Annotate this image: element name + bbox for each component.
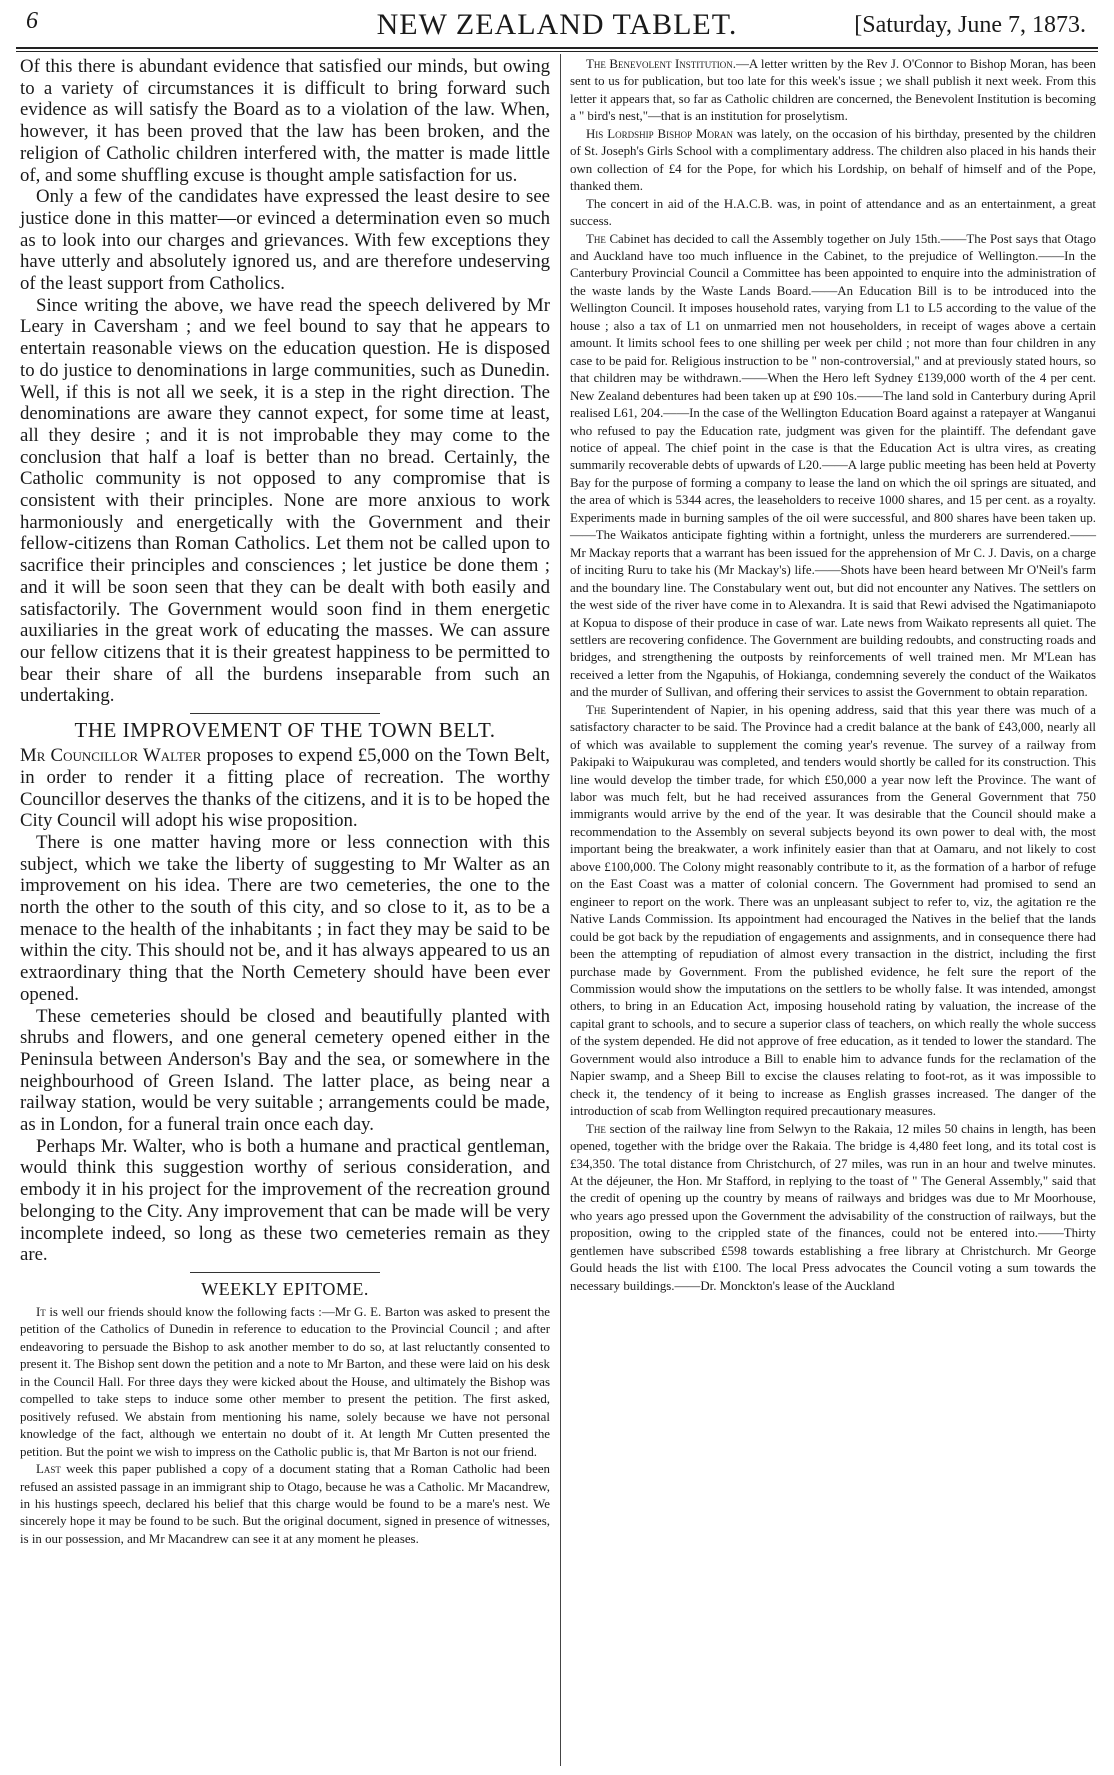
weekly-epitome-article (20, 1304, 550, 1548)
news-items (570, 56, 1096, 1295)
column-divider (560, 54, 561, 1766)
issue-date: [Saturday, June 7, 1873. (854, 12, 1086, 38)
town-belt-lead: Mr Councillor Walter (20, 745, 202, 767)
epitome-paragraph-2 (20, 1461, 550, 1548)
header-rule-thin (16, 51, 1098, 52)
editorial-paragraph-1: Of this there is abundant evidence that satisfied our minds, but owing to a variety of circumstances it is difficult to bring forward such evidence as will satisfy the Board as to a violation of the law. When, however, it has been proved that the law has been broken, and the religion of Catholic children interfered with, the matter is made little of, and some shuffling excuse is thought ample satisfaction for us. (20, 56, 550, 186)
news-paragraph-4 (570, 231, 1096, 702)
town-belt-paragraph-2: There is one matter having more or less connection with this subject, which we take the liberty of suggesting to Mr Walter as an improvement on his idea. There are two cemeteries, the one to the north the other to the south of this city, and so close to it, as to be a menace to the health of the inhabitants ; in fact they may be said to be within the city. This should not be, and it has always appeared to us an extraordinary thing that the North Cemetery should have been ever opened. (20, 831, 550, 1005)
news-paragraph-6-text: section of the railway line from Selwyn to the Rakaia, 12 miles 50 chains in length, has been opened, together with the bridge over the Rakaia. The bridge is 4,480 feet long, and its total cost is £34,350. The total distance from Christchurch, of 27 miles, was run in an hour and twelve minutes. At the déjeuner, the Hon. Mr Stafford, in replying to the toast of " The General Assembly," said that the credit of opening up the country by means of railways and bridges was due to Mr Moorhouse, who years ago pressed upon the Government the advisability of the construction of railways, but the proposition, owing to the crippled state of the finances, could not be entered into.——Thirty gentlemen have subscribed £598 towards establishing a free library at Christchurch. Mr George Gould heads the list with £100. The local Press advocates the Council voting a sum towards the necessary buildings.——Dr. Monckton's lease of the Auckland (570, 1121, 1096, 1293)
epitome-paragraph-1-text: is well our friends should know the following facts :—Mr G. E. Barton was asked to present the petition of the Catholics of Dunedin in reference to education to the Provincial Council ; and after endeavoring to persuade the Bishop to ask another member to do so, at last reluctantly consented to present it. The Bishop sent down the petition and a note to Mr Barton, and these were laid on his desk in the Council Hall. For three days they were kicked about the House, and ultimately the Bishop was compelled to take steps to induce some other member to present the petition. The first asked, positively refused. We abstain from mentioning his name, solely because we have not personal knowledge of the fact, although we entertain no doubt of it. At length Mr Cutten presented the petition. But the point we wish to impress on the Catholic public is, that Mr Barton is not our friend. (20, 1304, 550, 1459)
editorial-paragraph-2: Only a few of the candidates have expressed the least desire to see justice done in this matter—or evinced a determination even so much as to look into our charges and grievances. With few exceptions they have utterly and absolutely ignored us, and are therefore undeserving of the least support from Catholics. (20, 186, 550, 295)
news-paragraph-5-text: Superintendent of Napier, in his opening address, said that this year there was much of a satisfactory character to be said. The Province had a credit balance at the bank of £43,000, nearly all of which was available to supplement the coming year's revenue. The survey of a railway from Pakipaki to Waipukurau was completed, and tenders would shortly be called for its construction. This line would develop the timber trade, for which £50,000 a year now left the Province. The want of labor was much felt, but he had received assurances from the General Government that 750 immigrants would arrive by the end of the year. It was desirable that the Council should make a recommendation to the Assembly on several subjects beyond its own power to deal with, the most important being the breakwater, a work infinitely easier than that at Oamaru, and not likely to cost above £100,000. The Colony might reasonably contribute to it, as the formation of a harbor of refuge on the East Coast was a matter of colonial concern. The Government had promised to send an engineer to report on the work. There was an unpleasant subject to refer to, viz, the agitation re the Native Lands Commission. Its appointment had encouraged the Natives in the belief that the lands could be got back by the repudiation of engagements and assignments, and in consequence there had been the attempting of repudiation of almost every transaction in the district, including the first purchase made by Government. From the published evidence, he felt sure the report of the Commission would show the imputations on the settlers to be wholly false. It was intended, amongst others, to bring in an Education Act, imposing household rating by valuation, the increase of the capital grant to schools, and to secure a superior class of teachers, on which really the whole success of the system depended. He did not approve of free education, as it tended to lower the standard. The Government would also introduce a Bill to enable him to advance funds for the reclamation of the Napier swamp, and a Sheep Bill to excise the clauses relating to foot-rot, as it was impossible to check it, the tendency of it being to increase as English grasses increased. The danger of the introduction of scab from Wellington required precautionary measures. (570, 702, 1096, 1119)
news-paragraph-2-text: was lately, on the occasion of his birthday, presented by the children of St. Joseph's Girls School with a complimentary address. The children also placed in his hands their own collection of £4 for the Pope, for which his Lordship, on behalf of himself and of the Pope, thanked them. (570, 126, 1096, 194)
news-paragraph-1-text: —A letter written by the Rev J. O'Connor to Bishop Moran, has been sent to us for publication, but too late for this week's issue ; we shall publish it next week. From this letter it appears that, so far as Catholic children are concerned, the Benevolent Institution is becoming a " bird's nest,"—that is an institution for proselytism. (570, 57, 1096, 124)
weekly-epitome-heading: WEEKLY EPITOME. (201, 1278, 369, 1299)
news-paragraph-2 (570, 126, 1096, 196)
news-paragraph-4-text: Cabinet has decided to call the Assembly together on July 15th.——The Post says that Otago and Auckland have too much influence in the Cabinet, to the prejudice of Wellington.——In the Canterbury Provincial Council a Committee has been appointed to enquire into the administration of the waste lands by the Waste Lands Board.——An Education Bill is to be introduced into the Wellington Council. It imposes household rates, varying from L1 to L5 according to the value of the house ; also a tax of L1 on unmarried men not householders, in receipt of wages above a certain amount. It limits school fees to one shilling per week per child ; not more than four children in any case to be paid for. Religious instruction to be " non-controversial," and at previously stated hours, so that children may be withdrawn.——When the Hero left Sydney £139,000 worth of the 4 per cent. New Zealand debentures had been taken up at £90 10s.——The land sold in Canterbury during April realised L61, 204.——In the case of the Wellington Education Board against a ratepayer at Wanganui who refused to pay the Education rate, judgment was given for the plaintiff. The defendant gave notice of appeal. The chief point in the case is that the Education Act is ultra vires, as creating summarily recoverable debts of upwards of L20.——A large public meeting has been held at Poverty Bay for the purpose of forming a company to lease the land on which the oil springs are situated, and the area of which is 5344 acres, the leaseholders to receive 1000 shares, and 15 per cent. as a royalty. Experiments made in burning samples of the oil were successful, and 800 shares have been taken up.——The Waikatos anticipate fighting within a fortnight, unless the murderers are surrendered.——Mr Mackay reports that a warrant has been issued for the apprehension of Mr C. J. Davis, on a charge of inciting Ruru to take his (Mr Mackay's) life.——Shots have been heard between Mr O'Neil's farm and the boundary line. The Constabulary went out, but did not encounter any Natives. The settlers on the west side of the river have come in to Alexandra. It is said that Rewi advised the Ngatimaniapoto at Kopua to dispose of their produce in case of war. Late news from Waikato represents all quiet. The settlers are recovering confidence. The Government are building redoubts, and constructing roads and bridges, and strengthening the outposts by reinforcements of well trained men. Mr M'Lean has received a letter from the Ngapuhis, of Hokianga, condemning severely the conduct of the Waikatos and the murder of Sullivan, and offering their services to assist the Government to obtain reparation. (570, 231, 1096, 700)
town-belt-heading: THE IMPROVEMENT OF THE TOWN BELT. (74, 718, 496, 743)
town-belt-paragraph-3: These cemeteries should be closed and beautifully planted with shrubs and flowers, and one general cemetery opened either in the Peninsula between Anderson's Bay and the sea, or somewhere in the neighbourhood of Green Island. The latter place, as being near a railway station, would be very suitable ; arrangements could be made, as in London, for a funeral train once each day. (20, 1005, 550, 1136)
town-belt-paragraph-1-text: proposes to expend £5,000 on the Town Belt, in order to render it a fitting place of recreation. The worthy Councillor deserves the thanks of the citizens, and it is to be hoped the City Council will adopt his wise proposition. (20, 745, 550, 832)
editorial-article (20, 56, 550, 707)
epitome-lead-1: It (36, 1304, 46, 1319)
town-belt-paragraph-1 (20, 745, 550, 832)
news-paragraph-1 (570, 56, 1096, 126)
town-belt-article (20, 745, 550, 1266)
epitome-lead-2: Last (36, 1462, 61, 1477)
news-paragraph-6 (570, 1121, 1096, 1296)
news-lead-5: The (586, 702, 606, 717)
news-paragraph-3: The concert in aid of the H.A.C.B. was, in point of attendance and as an entertainment, a great success. (570, 196, 1096, 229)
news-lead-1: The Benevolent Institution. (586, 57, 736, 71)
right-column (570, 56, 1096, 1295)
news-lead-2: His Lordship Bishop Moran (586, 126, 733, 141)
section-divider (190, 1272, 380, 1273)
news-lead-6: The (586, 1121, 606, 1136)
section-divider (190, 713, 380, 714)
page-header (16, 8, 1098, 42)
header-rule (16, 47, 1098, 49)
left-column (20, 56, 550, 1548)
page-number: 6 (26, 8, 38, 34)
editorial-paragraph-3: Since writing the above, we have read the speech delivered by Mr Leary in Caversham ; and we feel bound to say that he appears to entertain reasonable views on the education question. He is disposed to do justice to denominations in large communities, such as Dunedin. Well, if this is not all we seek, it is a step in the right direction. The denominations are aware they cannot expect, for some time at least, all they desire ; and it is not improbable they may come to the conclusion that half a loaf is better than no bread. Certainly, the Catholic community is not opposed to any compromise that is consistent with their principles. None are more anxious to work harmoniously and energetically with the Government and their fellow-citizens than Roman Catholics. Let them not be called upon to sacrifice their principles and consciences ; let justice be done them ; and it will be soon seen that they can be dealt with both easily and satisfactorily. The Government would soon find in them energetic auxiliaries in the great work of educating the masses. We can assure our fellow citizens that it is their greatest happiness to be permitted to bear their share of all the burdens inseparable from such an undertaking. (20, 294, 550, 707)
epitome-paragraph-1 (20, 1304, 550, 1461)
news-paragraph-5 (570, 702, 1096, 1121)
epitome-paragraph-2-text: week this paper published a copy of a document stating that a Roman Catholic had been refused an assisted passage in an immigrant ship to Otago, because he was a Catholic. Mr Macandrew, in his hustings speech, declared his belief that this charge would be found to be a mare's nest. We sincerely hope it may be found to be such. But the original document, signed in presence of witnesses, is in our possession, and Mr Macandrew can see it at any moment he pleases. (20, 1462, 550, 1546)
news-lead-4: The (586, 231, 606, 246)
masthead-title: NEW ZEALAND TABLET. (376, 8, 738, 41)
town-belt-paragraph-4: Perhaps Mr. Walter, who is both a humane and practical gentleman, would think this suggestion worthy of serious consideration, and embody it in his project for the improvement of the recreation ground belonging to the City. Any improvement that can be made will be very incomplete indeed, so long as these two cemeteries remain as they are. (20, 1135, 550, 1266)
